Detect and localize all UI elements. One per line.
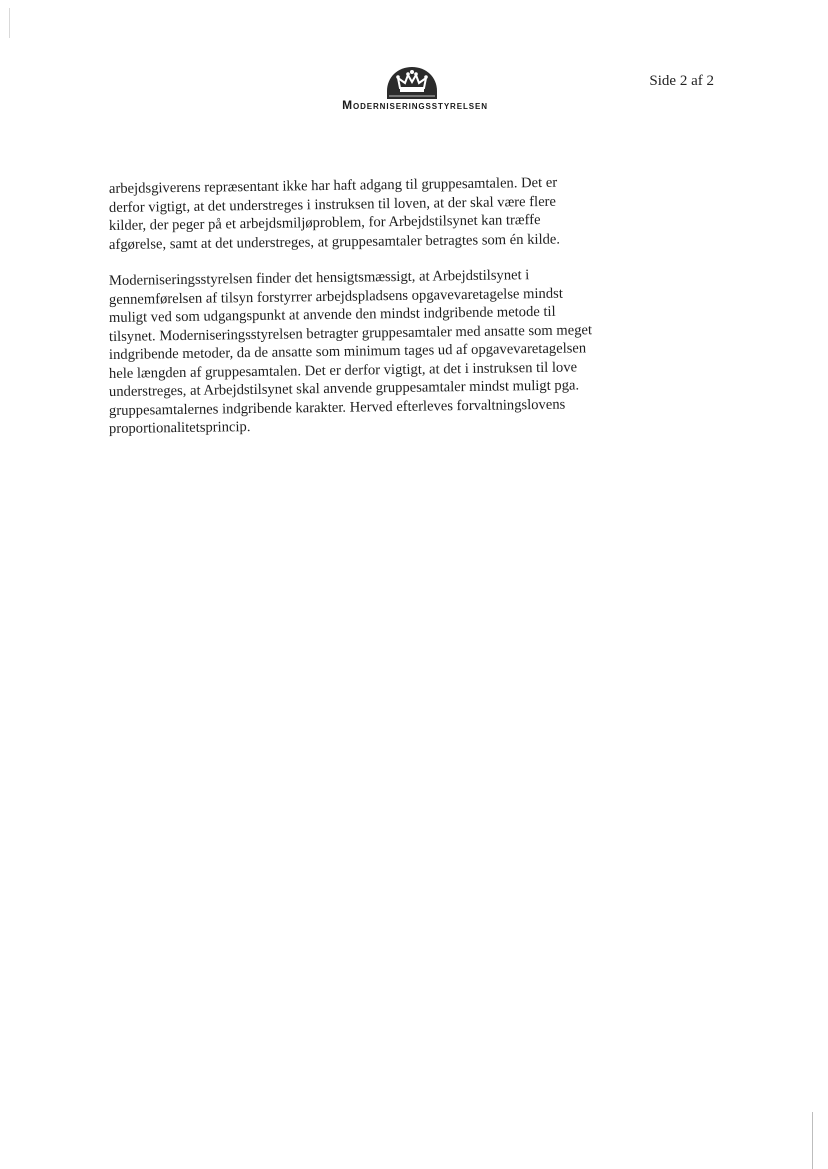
text-line: afgørelse, samt at det understreges, at gruppesamtaler betragtes som én kilde. [108, 230, 561, 253]
text-line: indgribende metoder, da de ansatte som minimum tages ud af opgavevaretagelsen [108, 340, 587, 363]
text-line: hele længden af gruppesamtalen. Det er derfor vigtigt, at det i instruksen til love [108, 358, 578, 382]
crown-logo-icon [384, 64, 440, 100]
letter-body [108, 174, 619, 439]
organization-name: Moderniseringsstyrelsen [342, 98, 488, 112]
scan-edge-mark [812, 1112, 813, 1169]
text-line: tilsynet. Moderniseringsstyrelsen betragter gruppesamtaler med ansatte som meget [108, 321, 593, 345]
page-number: Side 2 af 2 [649, 73, 714, 89]
text-line: muligt ved som udgangspunkt at anvende den mindst indgribende metode til [108, 303, 556, 326]
text-line: gruppesamtalernes indgribende karakter. Herved efterleves forvaltningslovens [108, 396, 566, 419]
text-line: proportionalitetsprincip. [108, 419, 251, 437]
text-line: understreges, at Arbejdstilsynet skal anvende gruppesamtaler mindst muligt pga. [108, 377, 580, 400]
letterhead [0, 0, 828, 130]
paragraph [108, 267, 619, 439]
text-line: kilder, der peger på et arbejdsmiljøproblem, for Arbejdstilsynet kan træffe [108, 211, 541, 234]
paragraph [108, 174, 619, 254]
text-line: derfor vigtigt, at det understreges i instruksen til loven, at der skal være flere [108, 193, 557, 216]
text-line: Moderniseringsstyrelsen finder det hensigtsmæssigt, at Arbejdstilsynet i [108, 267, 530, 289]
text-line: gennemførelsen af tilsyn forstyrrer arbejdspladsens opgavevaretagelse mindst [108, 285, 563, 308]
text-line: arbejdsgiverens repræsentant ikke har haft adgang til gruppesamtalen. Det er [108, 174, 558, 197]
